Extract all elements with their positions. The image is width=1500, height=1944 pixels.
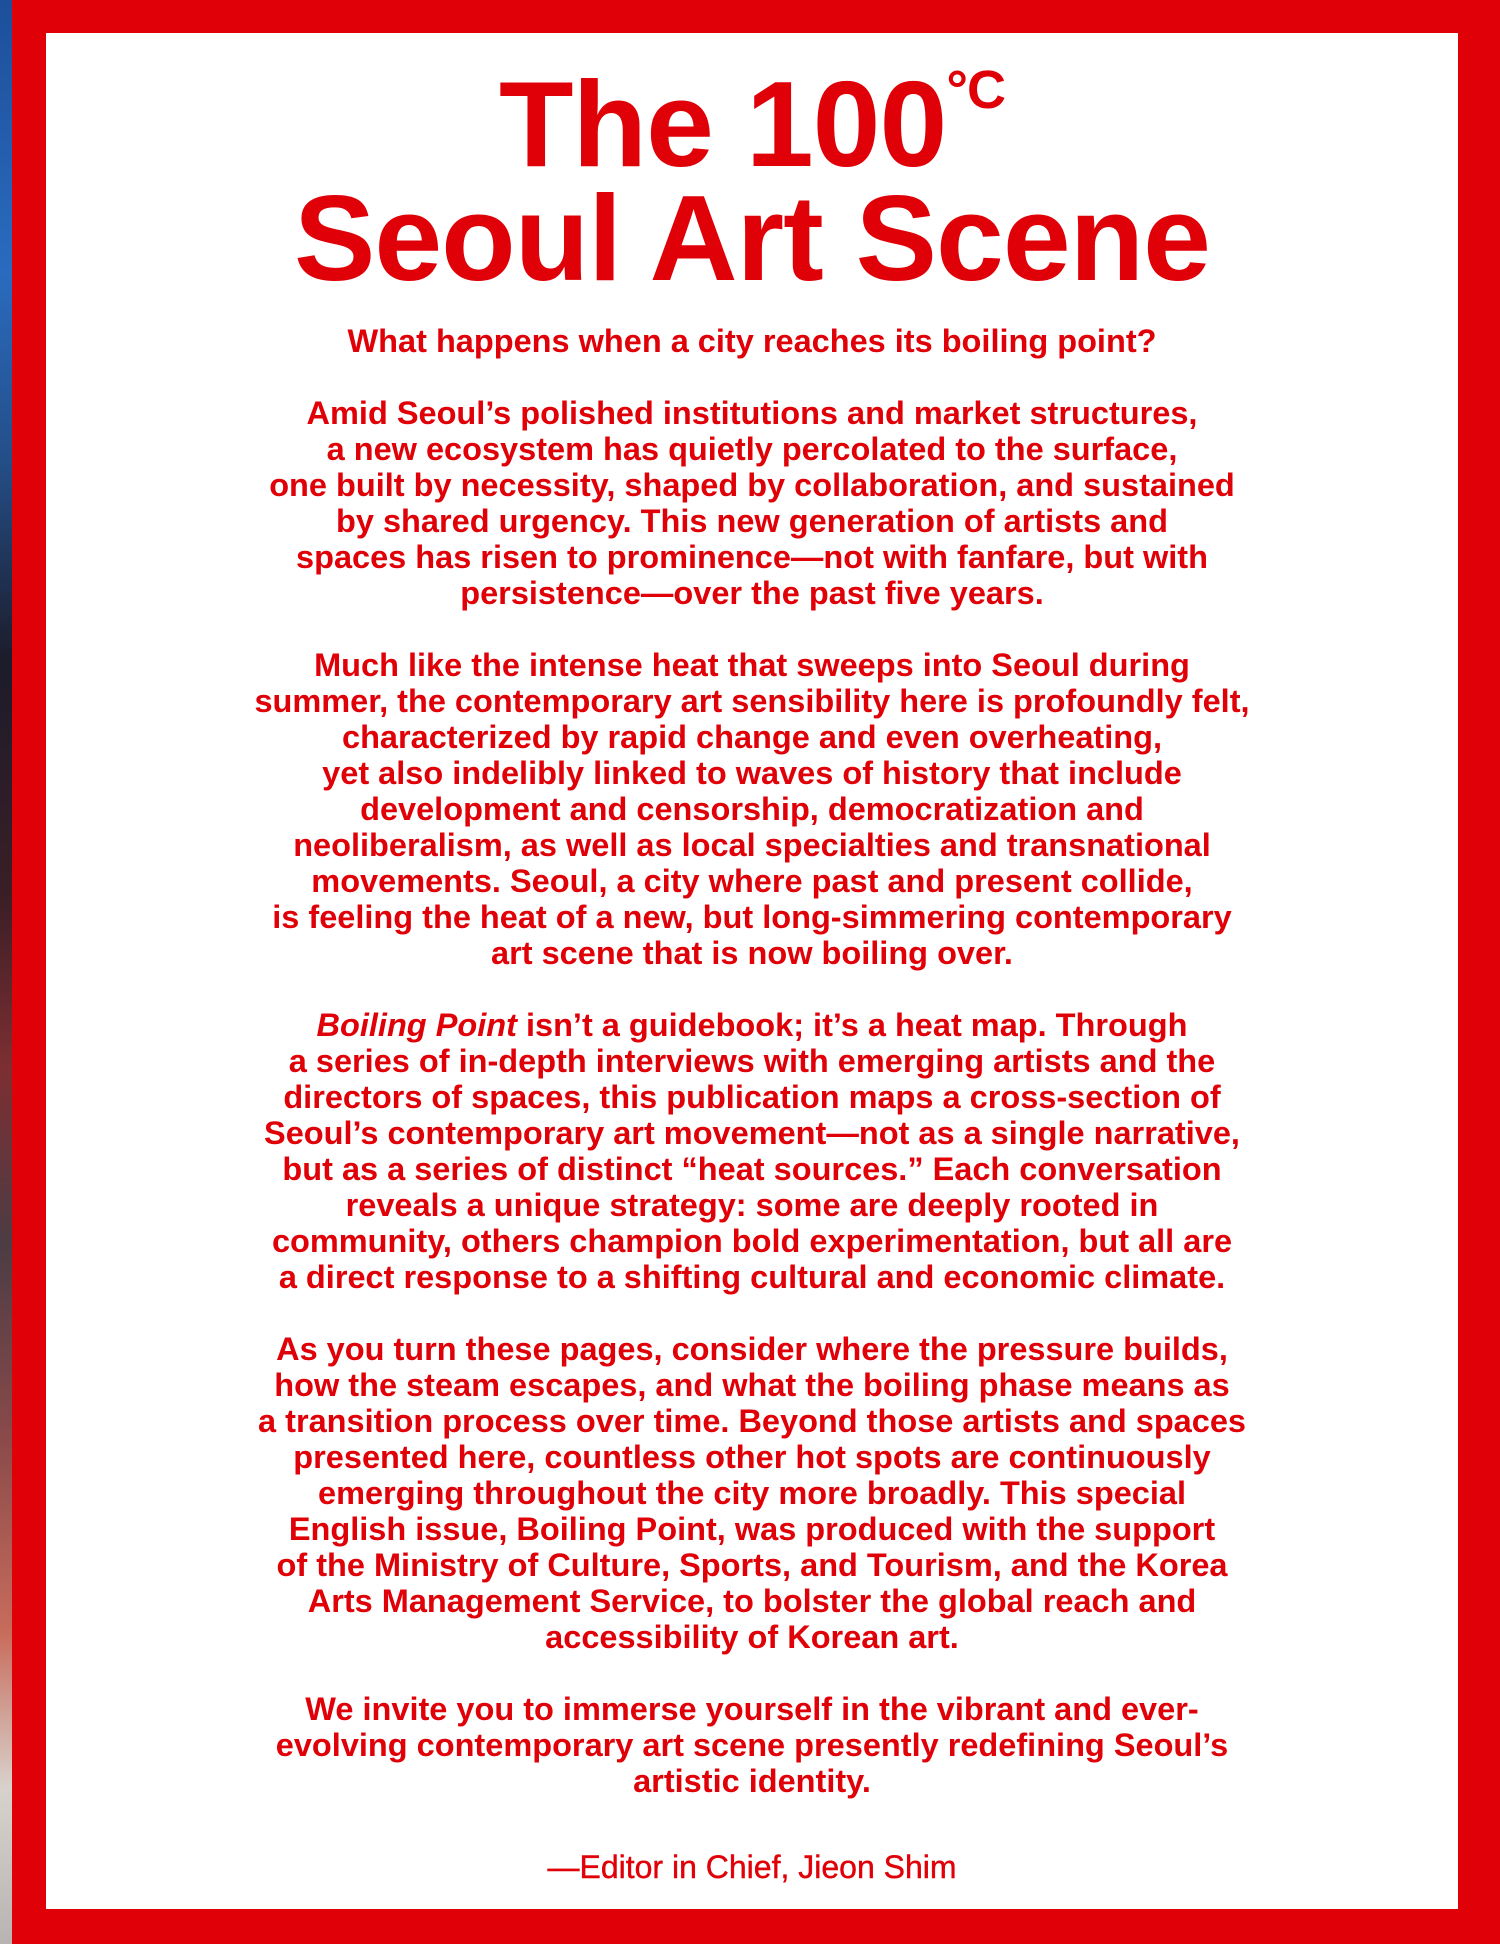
title-line-2: Seoul Art Scene [293, 170, 1211, 306]
text-line: English issue, Boiling Point, was produced with the support [288, 1511, 1216, 1547]
text-line: Amid Seoul’s polished institutions and market structures, [306, 395, 1198, 431]
text-line: development and censorship, democratization and [360, 791, 1144, 827]
text-line: a direct response to a shifting cultural and economic climate. [278, 1259, 1226, 1295]
page-title [46, 56, 1458, 306]
text-line: Much like the intense heat that sweeps into Seoul during [314, 647, 1190, 683]
text-line: persistence—over the past five years. [460, 575, 1044, 611]
text-line: how the steam escapes, and what the boiling phase means as [274, 1367, 1230, 1403]
title-line-1: The $100^{^\circ C}$ [499, 56, 1005, 192]
text-line: yet also indelibly linked to waves of history that include [322, 755, 1182, 791]
text-line: accessibility of Korean art. [545, 1619, 959, 1655]
text-line: emerging throughout the city more broadly. This special [318, 1475, 1186, 1511]
text-line: Boiling Point isn’t a guidebook; it’s a heat map. Through [316, 1007, 1188, 1043]
text-line: community, others champion bold experimentation, but all are [271, 1223, 1233, 1259]
text-line: is feeling the heat of a new, but long-simmering contemporary [272, 899, 1232, 935]
intro-question: What happens when a city reaches its boiling point? [347, 323, 1157, 359]
text-line: a transition process over time. Beyond those artists and spaces [258, 1403, 1246, 1439]
text-line: one built by necessity, shaped by collaboration, and sustained [269, 467, 1235, 503]
text-line: a series of in-depth interviews with emerging artists and the [288, 1043, 1216, 1079]
editor-signature: —Editor in Chief, Jieon Shim [547, 1849, 957, 1885]
text-line: reveals a unique strategy: some are deeply rooted in [345, 1187, 1159, 1223]
editorial-body [46, 323, 1458, 1835]
text-line: presented here, countless other hot spots are continuously [293, 1439, 1211, 1475]
text-line: but as a series of distinct “heat sources.” Each conversation [282, 1151, 1222, 1187]
paragraph-heat-map [46, 1007, 1458, 1295]
text-line: summer, the contemporary art sensibility here is profoundly felt, [254, 683, 1250, 719]
text-line: by shared urgency. This new generation of artists and [336, 503, 1168, 539]
text-line: of the Ministry of Culture, Sports, and Tourism, and the Korea [276, 1547, 1228, 1583]
paragraph-heat [46, 647, 1458, 971]
left-edge-photo-strip [0, 0, 12, 1944]
text-line: art scene that is now boiling over. [491, 935, 1013, 971]
text-line: artistic identity. [633, 1763, 871, 1799]
text-line: evolving contemporary art scene presently redefining Seoul’s [275, 1727, 1229, 1763]
text-line: movements. Seoul, a city where past and present collide, [311, 863, 1193, 899]
text-line: directors of spaces, this publication maps a cross-section of [283, 1079, 1221, 1115]
text-line: Arts Management Service, to bolster the global reach and [307, 1583, 1197, 1619]
publication-title: Boiling Point [316, 1007, 517, 1043]
paragraph-ecosystem [46, 395, 1458, 611]
paragraph-pressure [46, 1331, 1458, 1655]
text-line: Seoul’s contemporary art movement—not as a single narrative, [264, 1115, 1240, 1151]
text-line: a new ecosystem has quietly percolated to the surface, [326, 431, 1178, 467]
text-line: characterized by rapid change and even overheating, [342, 719, 1162, 755]
text-line: As you turn these pages, consider where the pressure builds, [276, 1331, 1228, 1367]
text-line: neoliberalism, as well as local specialties and transnational [293, 827, 1211, 863]
text-line: spaces has risen to prominence—not with fanfare, but with [296, 539, 1208, 575]
text-line: We invite you to immerse yourself in the vibrant and ever- [305, 1691, 1199, 1727]
degree-celsius-symbol: °C [946, 60, 1005, 120]
paragraph-invitation [46, 1691, 1458, 1799]
editorial-page [46, 33, 1458, 1909]
